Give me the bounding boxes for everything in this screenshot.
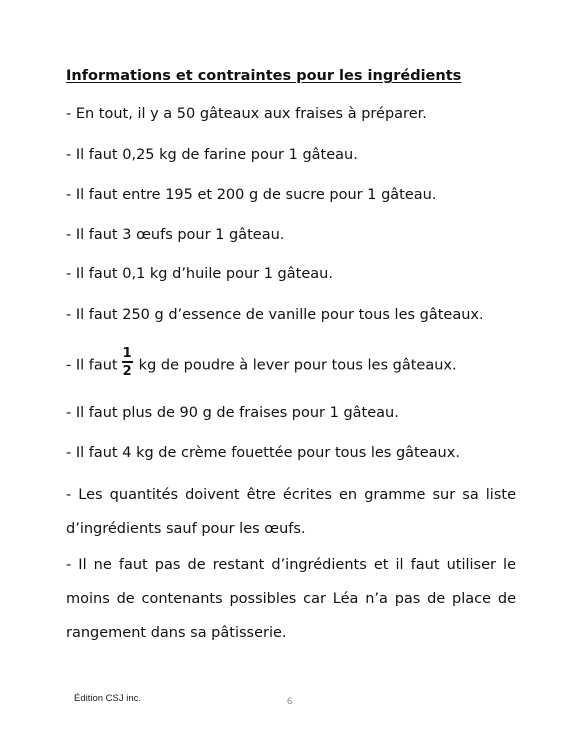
constraint-oil: - Il faut 0,1 kg d’huile pour 1 gâteau. [66, 266, 333, 282]
constraint-vanilla: - Il faut 250 g d’essence de vanille pour tous les gâteaux. [66, 307, 484, 323]
constraint-whipped-cream: - Il faut 4 kg de crème fouettée pour tous les gâteaux. [66, 445, 460, 461]
fraction-numerator: 1 [122, 346, 132, 361]
constraint-strawberries: - Il faut plus de 90 g de fraises pour 1 gâteau. [66, 405, 399, 421]
constraint-sugar: - Il faut entre 195 et 200 g de sucre pour 1 gâteau. [66, 187, 437, 203]
constraint-total-cakes: - En tout, il y a 50 gâteaux aux fraises à préparer. [66, 106, 427, 122]
constraint-units-paragraph: - Les quantités doivent être écrites en gramme sur sa liste d’ingrédients sauf pour les œufs. [66, 487, 516, 537]
section-title: Informations et contraintes pour les ingrédients [66, 68, 462, 84]
publisher-footer: Édition CSJ inc. [74, 693, 142, 704]
constraint-baking-powder [66, 346, 457, 381]
one-half-fraction [122, 347, 133, 378]
page-number: 6 [287, 696, 293, 707]
constraint-eggs: - Il faut 3 œufs pour 1 gâteau. [66, 227, 285, 243]
constraint-flour: - Il faut 0,25 kg de farine pour 1 gâteau. [66, 147, 358, 163]
baking-powder-suffix: kg de poudre à lever pour tous les gâteaux. [138, 357, 457, 374]
constraint-containers-paragraph: - Il ne faut pas de restant d’ingrédients et il faut utiliser le moins de contenants possibles car Léa n’a pas de place de rangement dans sa pâtisserie. [66, 557, 516, 641]
baking-powder-prefix: - Il faut [66, 357, 118, 374]
fraction-denominator: 2 [122, 364, 132, 379]
